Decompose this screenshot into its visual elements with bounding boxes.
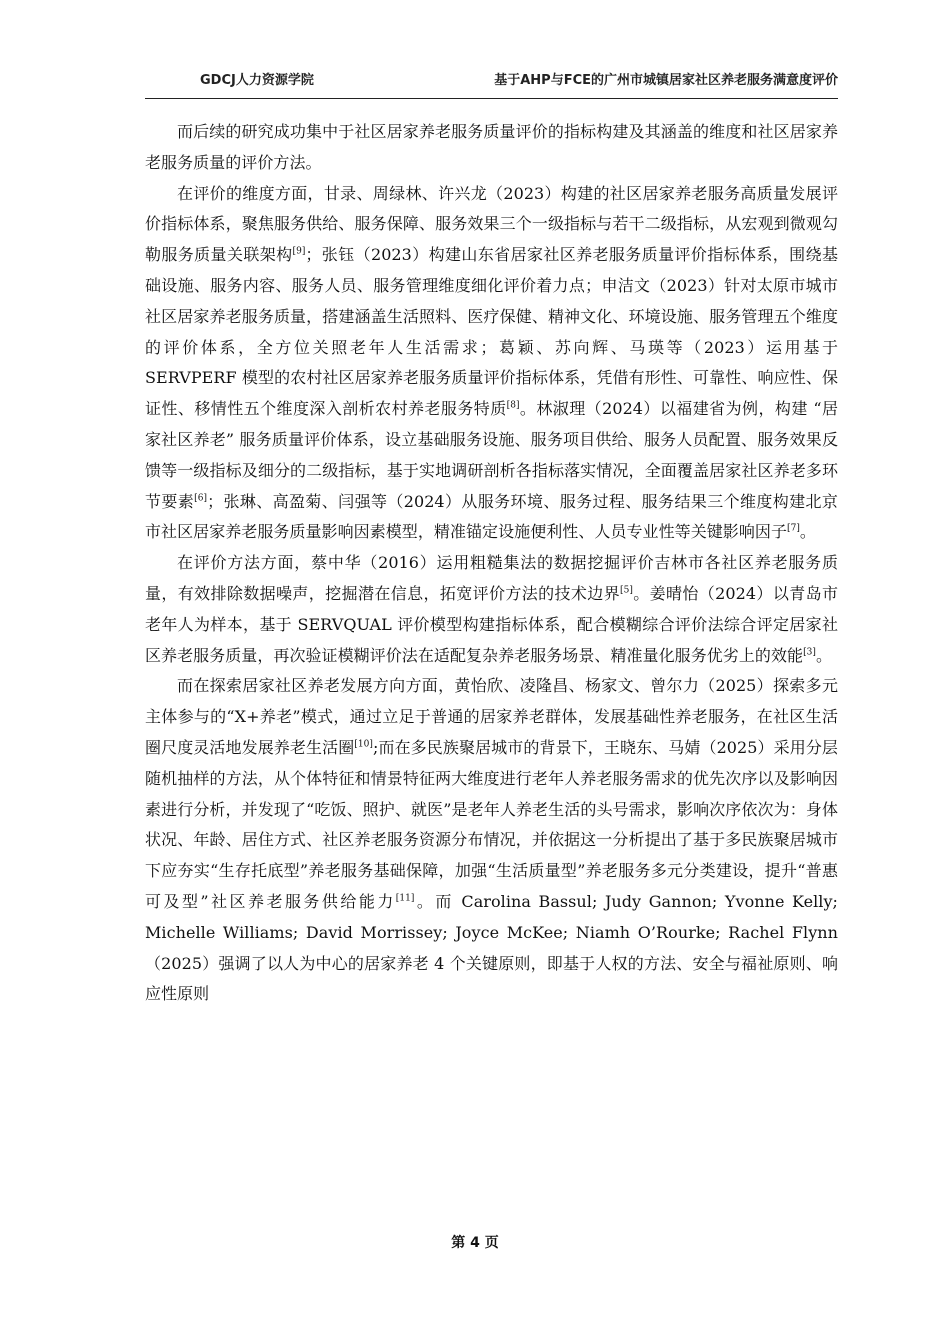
- paragraph-1: 而后续的研究成功集中于社区居家养老服务质量评价的指标构建及其涵盖的维度和社区居家养老服务质量的评价方法。: [145, 122, 838, 172]
- citation-ref: [5]: [620, 585, 633, 596]
- paragraph-4: 而在探索居家社区养老发展方向方面，黄怡欣、凌隆昌、杨家文、曾尔力（2025）探索多元主体参与的“X+养老”模式，通过立足于普通的居家养老群体，发展基础性养老服务，在社区生活圈尺度灵活地发展养老生活圈[10];而在多民族聚居城市的背景下，王晓东、马婧（2025）采用分层随机抽样的方法，从个体特征和情景特征两大维度进行老年人养老服务需求的优先次序以及影响因素进行分析，并发现了“吃饭、照护、就医”是老年人养老生活的头号需求，影响次序依次为：身体状况、年龄、居住方式、社区养老服务资源分布情况，并依据这一分析提出了基于多民族聚居城市下应夯实“生存托底型”养老服务基础保障，加强“生活质量型”养老服务多元分类建设，提升“普惠可及型”社区养老服务供给能力[11]。而 Carolina Bassul; Judy Gannon; Yvonne Kelly; Michelle Williams; David Morrissey; Joyce McKee; Niamh O’Rourke; Rachel Flynn（2025）强调了以人为中心的居家养老 4 个关键原则，即基于人权的方法、安全与福祉原则、响应性原则: [145, 676, 838, 1004]
- citation-ref: [6]: [194, 493, 208, 504]
- header-paper-title: 基于AHP与FCE的广州市城镇居家社区养老服务满意度评价: [494, 73, 838, 88]
- body-text: [145, 117, 838, 1010]
- header-divider: [145, 98, 838, 99]
- header-school-name: GDCJ人力资源学院: [200, 73, 314, 88]
- page-number: 第 4 页: [451, 1235, 499, 1251]
- page-header: [145, 66, 838, 92]
- paragraph-3: 在评价方法方面，蔡中华（2016）运用粗糙集法的数据挖掘评价吉林市各社区养老服务质量，有效排除数据噪声，挖掘潜在信息，拓宽评价方法的技术边界[5]。姜晴怡（2024）以青岛市老年人为样本，基于 SERVQUAL 评价模型构建指标体系，配合模糊综合评价法综合评定居家社区养老服务质量，再次验证模糊评价法在适配复杂养老服务场景、精准量化服务优劣上的效能[3]。: [145, 553, 839, 665]
- citation-ref: [8]: [506, 400, 520, 411]
- citation-ref: [7]: [787, 524, 800, 535]
- citation-ref: [11]: [395, 893, 415, 904]
- citation-ref: [10]: [354, 739, 373, 750]
- citation-ref: [3]: [803, 647, 816, 658]
- citation-ref: [9]: [292, 246, 306, 257]
- paragraph-2: 在评价的维度方面，甘录、周绿林、许兴龙（2023）构建的社区居家养老服务高质量发展评价指标体系，聚焦服务供给、服务保障、服务效果三个一级指标与若干二级指标，从宏观到微观勾勒服务质量关联架构[9]；张钰（2023）构建山东省居家社区养老服务质量评价指标体系，围绕基础设施、服务内容、服务人员、服务管理维度细化评价着力点；申洁文（2023）针对太原市城市社区居家养老服务质量，搭建涵盖生活照料、医疗保健、精神文化、环境设施、服务管理五个维度的评价体系，全方位关照老年人生活需求；葛颖、苏向辉、马瑛等（2023）运用基于SERVPERF 模型的农村社区居家养老服务质量评价指标体系，凭借有形性、可靠性、响应性、保证性、移情性五个维度深入剖析农村养老服务特质[8]。林淑理（2024）以福建省为例，构建 “居家社区养老” 服务质量评价体系，设立基础服务设施、服务项目供给、服务人员配置、服务效果反馈等一级指标及细分的二级指标，基于实地调研剖析各指标落实情况，全面覆盖居家社区养老多环节要素[6]；张琳、高盈菊、闫强等（2024）从服务环境、服务过程、服务结果三个维度构建北京市社区居家养老服务质量影响因素模型，精准锚定设施便利性、人员专业性等关键影响因子[7]。: [145, 183, 839, 542]
